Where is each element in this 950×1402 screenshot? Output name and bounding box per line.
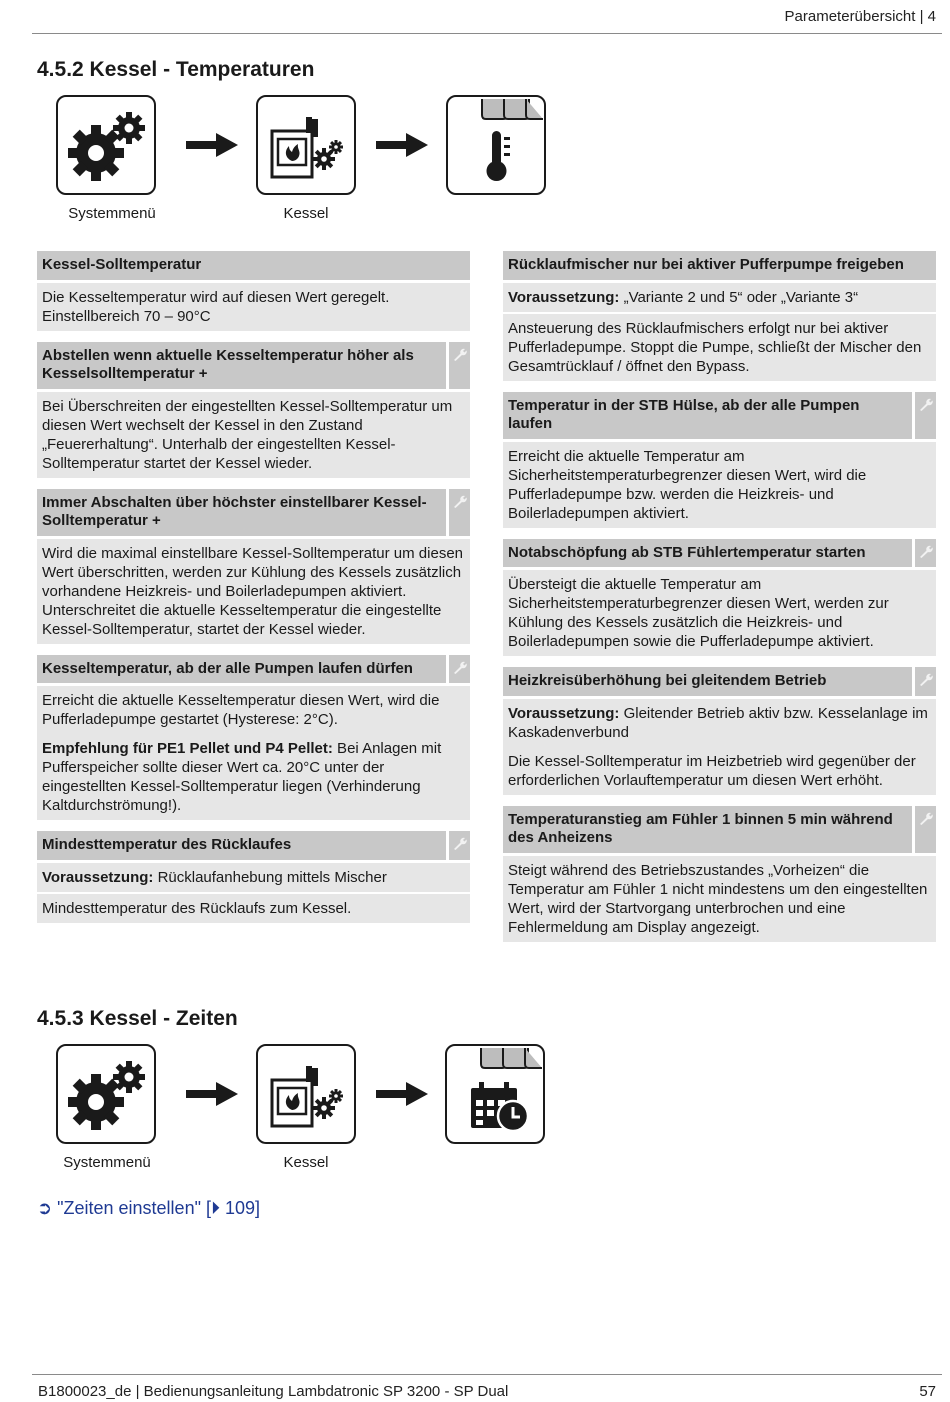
kessel-tile[interactable] [256, 95, 356, 195]
header-section: Parameterübersicht | 4 [784, 8, 936, 25]
param-description: Übersteigt die aktuelle Temperatur am Sicherheitstemperaturbegrenzer diesen Wert, werden zur Kühlung des Kessels zusätzlich die Heizkreis- und Boilerladepumpen sowie die Pufferladepumpe aktiviert. [508, 576, 889, 650]
recommendation-label: Empfehlung für PE1 Pellet und P4 Pellet: [42, 740, 333, 757]
param-title: Heizkreisüberhöhung bei gleitendem Betrieb [503, 667, 912, 696]
param-mindesttemperatur-ruecklauf [37, 831, 470, 923]
param-title: Kesseltemperatur, ab der alle Pumpen laufen dürfen [37, 655, 446, 684]
wrench-icon [915, 392, 936, 439]
systemmenu-label: Systemmenü [63, 1154, 151, 1171]
param-title: Mindesttemperatur des Rücklaufes [37, 831, 446, 860]
requirement-label: Voraussetzung: [508, 288, 620, 306]
param-title: Rücklaufmischer nur bei aktiver Pufferpumpe freigeben [503, 251, 936, 280]
param-description: Die Kessel-Solltemperatur im Heizbetrieb wird gegenüber der erforderlichen Vorlauftemperatur um diesen Wert erhöht. [508, 752, 916, 789]
footer-document: B1800023_de | Bedienungsanleitung Lambdatronic SP 3200 - SP Dual [38, 1383, 509, 1400]
times-tile[interactable] [445, 1044, 545, 1144]
param-title: Temperatur in der STB Hülse, ab der alle Pumpen laufen [503, 392, 912, 439]
link-text: "Zeiten einstellen" [ [57, 1198, 211, 1218]
param-description: Mindesttemperatur des Rücklaufs zum Kessel. [37, 894, 470, 923]
gears-icon [58, 97, 158, 197]
wrench-icon [449, 831, 470, 860]
requirement-text: Rücklaufanhebung mittels Mischer [153, 868, 387, 886]
systemmenu-label: Systemmenü [68, 205, 156, 222]
param-kesseltemperatur-pumpen [37, 655, 470, 821]
arrow-right-icon [376, 1082, 428, 1106]
kessel-label: Kessel [283, 205, 329, 222]
section-title-temperatures: 4.5.2 Kessel - Temperaturen [37, 58, 315, 81]
param-recommendation [42, 739, 464, 815]
kessel-label: Kessel [283, 1154, 329, 1171]
calendar-clock-tab-icon [447, 1046, 547, 1146]
wrench-icon [915, 539, 936, 568]
boiler-icon [258, 1046, 358, 1146]
arrow-hook-icon: ➲ [37, 1198, 53, 1218]
requirement-text: „Variante 2 und 5“ oder „Variante 3“ [619, 288, 859, 306]
wrench-icon [915, 667, 936, 696]
wrench-icon [449, 342, 470, 389]
wrench-icon [449, 655, 470, 684]
kessel-tile[interactable] [256, 1044, 356, 1144]
param-immer-abschalten [37, 489, 470, 644]
param-title: Kessel-Solltemperatur [37, 251, 470, 280]
requirement-text: Gleitender Betrieb aktiv bzw. Kesselanlage im Kaskadenverbund [508, 704, 928, 741]
page-number: 57 [919, 1383, 936, 1400]
thermometer-tab-icon [448, 97, 548, 197]
param-temperaturanstieg [503, 806, 936, 942]
param-kessel-solltemperatur [37, 251, 470, 331]
triangle-right-icon: ⏵ [210, 1198, 220, 1218]
param-description: Erreicht die aktuelle Temperatur am Sicherheitstemperaturbegrenzer diesen Wert, wird die Pufferladepumpe bzw. werden die Heizkreis- und Boilerladepumpen aktiviert. [508, 447, 867, 522]
param-requirement [503, 283, 936, 312]
param-description: Bei Überschreiten der eingestellten Kessel-Solltemperatur um diesen Wert wechselt der Kessel in den Zustand „Feuererhaltung“. Unterhalb der eingestellten Kessel-Solltemperatur startet der Kessel wieder. [42, 397, 453, 472]
param-notabschoepfung [503, 539, 936, 657]
param-column-right [503, 251, 936, 953]
section-title-times: 4.5.3 Kessel - Zeiten [37, 1007, 238, 1030]
param-description: Erreicht die aktuelle Kesseltemperatur diesen Wert, wird die Pufferladepumpe gestartet (Hysterese: 2°C). [42, 692, 440, 728]
param-requirement [508, 704, 930, 742]
wrench-icon [449, 489, 470, 536]
param-ruecklaufmischer [503, 251, 936, 381]
param-title: Temperaturanstieg am Fühler 1 binnen 5 min während des Anheizens [503, 806, 912, 853]
arrow-right-icon [186, 1082, 238, 1106]
param-abstellen [37, 342, 470, 478]
page-footer [32, 1374, 942, 1402]
systemmenu-tile[interactable] [56, 95, 156, 195]
link-page: 109] [219, 1198, 261, 1218]
recommendation-text: Bei Anlagen mit Pufferspeicher sollte dieser Wert ca. 20°C unter der eingestellten Kessel-Solltemperatur liegen (Verhinderung Kaltdurchströmung!). [42, 740, 442, 814]
param-title: Abstellen wenn aktuelle Kesseltemperatur höher als Kesselsolltemperatur + [37, 342, 446, 389]
arrow-right-icon [186, 133, 238, 157]
temperature-tile[interactable] [446, 95, 546, 195]
param-heizkreisueberhoehung [503, 667, 936, 795]
param-title: Immer Abschalten über höchster einstellbarer Kessel-Solltemperatur + [37, 489, 446, 536]
requirement-label: Voraussetzung: [508, 704, 620, 722]
param-stb-huelse [503, 392, 936, 528]
requirement-label: Voraussetzung: [42, 868, 154, 886]
param-description: Die Kesseltemperatur wird auf diesen Wert geregelt. Einstellbereich 70 – 90°C [42, 288, 390, 325]
param-title: Notabschöpfung ab STB Fühlertemperatur starten [503, 539, 912, 568]
param-description: Steigt während des Betriebszustandes „Vorheizen“ die Temperatur am Fühler 1 nicht mindestens um den eingestellten Wert, wird der Startvorgang unterbrochen und eine Fehlermeldung am Display angezeigt. [508, 861, 928, 936]
boiler-icon [258, 97, 358, 197]
param-description: Wird die maximal einstellbare Kessel-Solltemperatur um diesen Wert überschritten, werden zur Kühlung des Kessels zusätzlich vorhandene Heizkreis- und Boilerladepumpen aktiviert. Unterschreitet die aktuelle Kesseltemperatur die eingestellte Kessel-Solltemperatur, startet der Kessel wieder. [42, 544, 464, 638]
systemmenu-tile[interactable] [56, 1044, 156, 1144]
param-column-left [37, 251, 470, 934]
param-requirement [37, 863, 470, 892]
gears-icon [58, 1046, 158, 1146]
zeiten-einstellen-link[interactable] [37, 1198, 260, 1219]
wrench-icon [915, 806, 936, 853]
page-header [32, 0, 942, 34]
arrow-right-icon [376, 133, 428, 157]
param-description: Ansteuerung des Rücklaufmischers erfolgt nur bei aktiver Pufferladepumpe. Stoppt die Pumpe, schließt der Mischer den Gesamtrücklauf / öffnet den Bypass. [503, 314, 936, 381]
